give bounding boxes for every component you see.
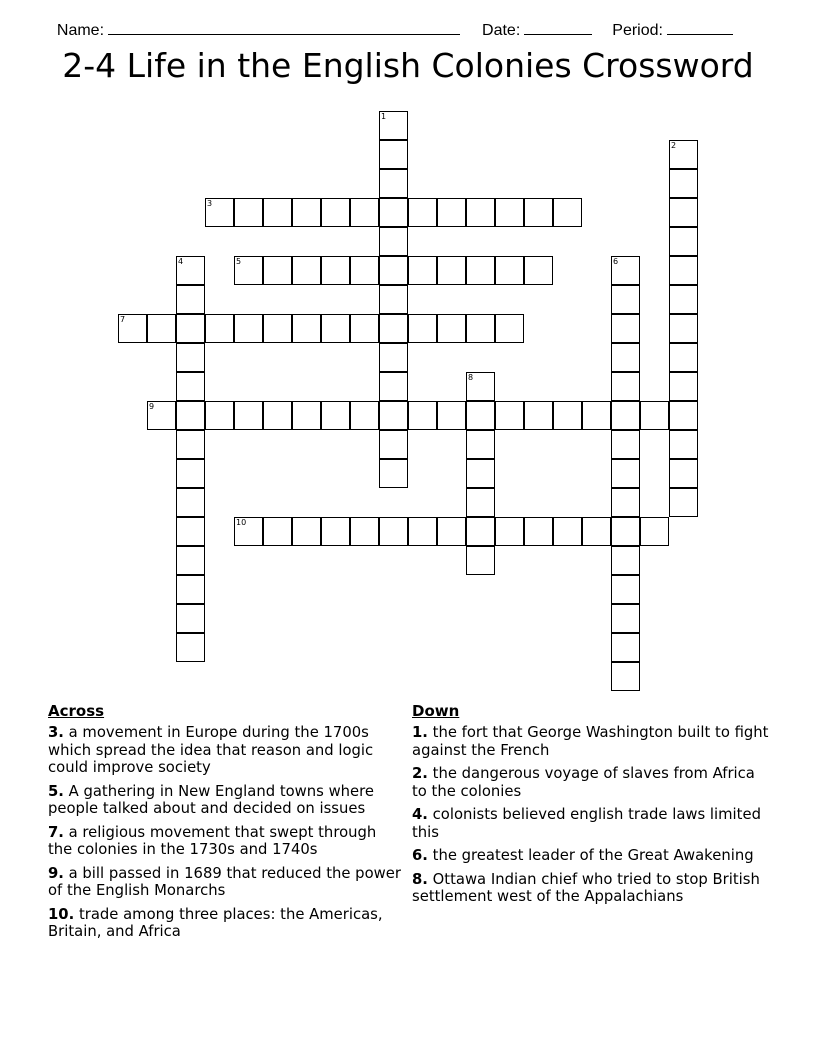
clue-num: 2. (412, 765, 428, 782)
crossword-cell[interactable] (466, 256, 495, 285)
down-clues (412, 702, 772, 912)
across-clue (48, 724, 404, 777)
clue-number-9: 9 (149, 402, 155, 411)
crossword-cell[interactable] (176, 575, 205, 604)
clue-num: 10. (48, 905, 75, 923)
crossword-cell[interactable] (350, 198, 379, 227)
crossword-cell[interactable] (669, 372, 698, 401)
crossword-cell[interactable] (669, 169, 698, 198)
down-heading: Down (412, 702, 460, 720)
crossword-cell[interactable] (669, 198, 698, 227)
crossword-cell[interactable] (234, 314, 263, 343)
clue-text: a bill passed in 1689 that reduced the power of the English Monarchs (48, 864, 401, 899)
crossword-cell[interactable] (263, 198, 292, 227)
clue-number-10: 10 (236, 518, 247, 527)
crossword-cell[interactable] (379, 227, 408, 256)
clue-num: 9. (48, 864, 64, 882)
crossword-cell[interactable] (379, 314, 408, 343)
clue-number-4: 4 (178, 257, 184, 266)
clue-num: 7. (48, 823, 64, 841)
crossword-cell[interactable] (669, 459, 698, 488)
crossword-cell[interactable] (408, 198, 437, 227)
crossword-cell[interactable] (408, 256, 437, 285)
crossword-cell[interactable] (640, 517, 669, 546)
crossword-cell[interactable] (379, 198, 408, 227)
crossword-cell[interactable] (437, 517, 466, 546)
crossword-cell[interactable] (553, 517, 582, 546)
crossword-cell[interactable] (408, 314, 437, 343)
clue-num: 5. (48, 782, 64, 800)
crossword-cell[interactable] (495, 517, 524, 546)
crossword-cell[interactable] (176, 343, 205, 372)
crossword-cell[interactable] (292, 401, 321, 430)
clue-text: colonists believed english trade laws limited this (412, 806, 761, 841)
down-clue (412, 847, 772, 865)
page-title: 2-4 Life in the English Colonies Crossword (62, 46, 754, 85)
crossword-cell[interactable] (669, 401, 698, 430)
crossword-cell[interactable] (379, 517, 408, 546)
clue-num: 8. (412, 870, 428, 888)
crossword-cell[interactable] (611, 459, 640, 488)
crossword-cell[interactable] (611, 633, 640, 662)
crossword-cell[interactable] (176, 488, 205, 517)
down-clue (412, 806, 772, 841)
crossword-cell[interactable] (263, 314, 292, 343)
crossword-cell[interactable] (321, 314, 350, 343)
crossword-cell[interactable] (263, 517, 292, 546)
clue-number-7: 7 (120, 315, 126, 324)
down-clue (412, 724, 772, 759)
crossword-cell[interactable] (611, 343, 640, 372)
crossword-cell[interactable] (176, 314, 205, 343)
crossword-cell[interactable] (524, 256, 553, 285)
crossword-cell[interactable] (582, 517, 611, 546)
crossword-cell[interactable] (234, 401, 263, 430)
crossword-cell[interactable] (379, 140, 408, 169)
crossword-cell[interactable] (669, 256, 698, 285)
crossword-cell[interactable] (350, 314, 379, 343)
crossword-cell[interactable] (379, 459, 408, 488)
clue-number-3: 3 (207, 199, 213, 208)
crossword-cell[interactable] (611, 430, 640, 459)
clue-text: Ottawa Indian chief who tried to stop British settlement west of the Appalachians (412, 870, 760, 905)
crossword-cell[interactable] (176, 604, 205, 633)
clue-num: 1. (412, 724, 428, 741)
crossword-cell[interactable] (292, 198, 321, 227)
crossword-cell[interactable] (495, 401, 524, 430)
crossword-cell[interactable] (321, 198, 350, 227)
period-label: Period: (612, 22, 663, 39)
crossword-cell[interactable] (350, 401, 379, 430)
crossword-cell[interactable] (176, 285, 205, 314)
crossword-cell[interactable] (669, 227, 698, 256)
crossword-cell[interactable] (466, 430, 495, 459)
clue-num: 4. (412, 806, 428, 823)
crossword-cell[interactable] (437, 314, 466, 343)
crossword-cell[interactable] (611, 488, 640, 517)
crossword-cell[interactable] (292, 314, 321, 343)
crossword-cell[interactable] (611, 401, 640, 430)
crossword-cell[interactable] (495, 198, 524, 227)
crossword-cell[interactable] (321, 517, 350, 546)
across-clue (48, 865, 404, 900)
clue-text: a movement in Europe during the 1700s which spread the idea that reason and logic could improve society (48, 724, 374, 776)
crossword-cell[interactable] (495, 314, 524, 343)
crossword-cell[interactable] (205, 401, 234, 430)
clue-text: the greatest leader of the Great Awakening (432, 847, 754, 864)
crossword-cell[interactable] (205, 314, 234, 343)
crossword-cell[interactable] (466, 314, 495, 343)
crossword-cell[interactable] (379, 430, 408, 459)
crossword-cell[interactable] (582, 401, 611, 430)
crossword-cell[interactable] (669, 488, 698, 517)
crossword-cell[interactable] (176, 633, 205, 662)
crossword-cell[interactable] (611, 604, 640, 633)
crossword-cell[interactable] (176, 430, 205, 459)
clue-number-8: 8 (468, 373, 474, 382)
crossword-cell[interactable] (466, 488, 495, 517)
crossword-cell[interactable] (669, 343, 698, 372)
crossword-cell[interactable] (176, 401, 205, 430)
crossword-cell[interactable] (292, 256, 321, 285)
crossword-cell[interactable] (640, 401, 669, 430)
crossword-cell[interactable] (176, 546, 205, 575)
crossword-cell[interactable] (379, 256, 408, 285)
clue-text: a religious movement that swept through the colonies in the 1730s and 1740s (48, 823, 377, 858)
crossword-cell[interactable] (524, 401, 553, 430)
down-clue (412, 765, 772, 800)
crossword-cell[interactable] (524, 198, 553, 227)
clue-text: trade among three places: the Americas, Britain, and Africa (48, 905, 383, 940)
crossword-cell[interactable] (611, 285, 640, 314)
crossword-cell[interactable] (263, 256, 292, 285)
across-clue (48, 783, 404, 818)
clue-number-2: 2 (671, 141, 677, 150)
crossword-cell[interactable] (176, 517, 205, 546)
crossword-cell[interactable] (379, 169, 408, 198)
clue-num: 3. (48, 724, 64, 741)
crossword-cell[interactable] (379, 401, 408, 430)
clue-text: the dangerous voyage of slaves from Africa to the colonies (412, 765, 755, 800)
crossword-cell[interactable] (437, 198, 466, 227)
clue-number-5: 5 (236, 257, 242, 266)
crossword-cell[interactable] (466, 401, 495, 430)
crossword-cell[interactable] (553, 401, 582, 430)
down-clue (412, 871, 772, 906)
clue-number-6: 6 (613, 257, 619, 266)
crossword-cell[interactable] (466, 198, 495, 227)
crossword-cell[interactable] (466, 459, 495, 488)
crossword-cell[interactable] (437, 401, 466, 430)
crossword-cell[interactable] (611, 575, 640, 604)
crossword-cell[interactable] (466, 546, 495, 575)
crossword-cell[interactable] (611, 517, 640, 546)
clue-text: the fort that George Washington built to fight against the French (412, 724, 769, 759)
crossword-cell[interactable] (379, 372, 408, 401)
crossword-cell[interactable] (350, 256, 379, 285)
date-label: Date: (482, 22, 521, 39)
crossword-cell[interactable] (524, 517, 553, 546)
crossword-cell[interactable] (669, 430, 698, 459)
crossword-cell[interactable] (321, 256, 350, 285)
crossword-cell[interactable] (379, 343, 408, 372)
crossword-cell[interactable] (611, 314, 640, 343)
name-label: Name: (56, 22, 105, 39)
across-clues (48, 702, 404, 947)
crossword-cell[interactable] (669, 314, 698, 343)
crossword-cell[interactable] (147, 314, 176, 343)
crossword-cell[interactable] (437, 256, 466, 285)
crossword-cell[interactable] (611, 662, 640, 691)
crossword-cell[interactable] (553, 198, 582, 227)
crossword-cell[interactable] (408, 517, 437, 546)
crossword-cell[interactable] (263, 401, 292, 430)
crossword-cell[interactable] (408, 401, 437, 430)
across-clue (48, 906, 404, 941)
crossword-cell[interactable] (495, 256, 524, 285)
crossword-cell[interactable] (611, 372, 640, 401)
clue-number-1: 1 (381, 112, 387, 121)
crossword-cell[interactable] (234, 198, 263, 227)
crossword-cell[interactable] (292, 517, 321, 546)
crossword-cell[interactable] (669, 285, 698, 314)
crossword-cell[interactable] (350, 517, 379, 546)
crossword-cell[interactable] (611, 546, 640, 575)
across-clue (48, 824, 404, 859)
crossword-cell[interactable] (379, 285, 408, 314)
clue-num: 6. (412, 847, 428, 864)
across-heading: Across (48, 702, 105, 720)
crossword-cell[interactable] (466, 517, 495, 546)
crossword-cell[interactable] (321, 401, 350, 430)
clue-text: A gathering in New England towns where people talked about and decided on issues (48, 782, 375, 817)
crossword-cell[interactable] (176, 459, 205, 488)
crossword-cell[interactable] (176, 372, 205, 401)
